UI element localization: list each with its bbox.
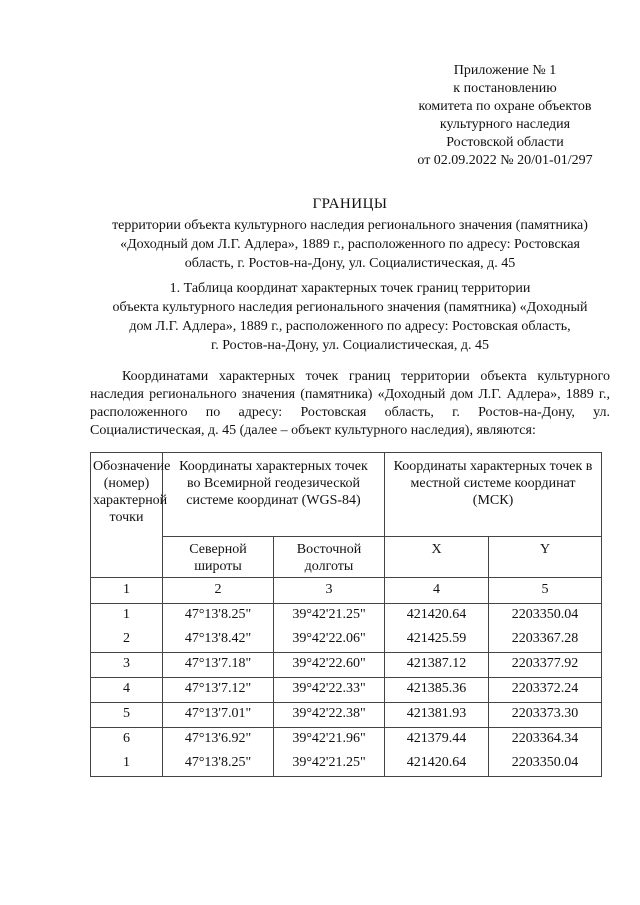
header-north: Северной широты <box>163 537 274 578</box>
title-heading: ГРАНИЦЫ <box>312 196 388 212</box>
x-coordinate: 421420.64 <box>385 604 489 629</box>
x-coordinate: 421387.12 <box>385 653 489 678</box>
y-coordinate: 2203367.28 <box>489 628 602 653</box>
title-line: территории объекта культурного наследия регионального значения (памятника) <box>112 218 588 233</box>
header-msk: Координаты характерных точек в местной системе координат (МСК) <box>385 453 602 537</box>
point-id: 4 <box>91 678 163 703</box>
y-coordinate: 2203372.24 <box>489 678 602 703</box>
y-coordinate: 2203350.04 <box>489 752 602 777</box>
north-latitude: 47°13'6.92" <box>163 728 274 753</box>
table-row <box>91 678 602 703</box>
table-heading <box>80 279 620 355</box>
appendix-block <box>380 62 630 170</box>
x-coordinate: 421379.44 <box>385 728 489 753</box>
north-latitude: 47°13'8.42" <box>163 628 274 653</box>
east-longitude: 39°42'22.06" <box>274 628 385 653</box>
point-id: 2 <box>91 628 163 653</box>
point-id: 6 <box>91 728 163 753</box>
point-id: 1 <box>91 604 163 629</box>
table-heading-line: дом Л.Г. Адлера», 1889 г., расположенного по адресу: Ростовская область, <box>129 319 571 334</box>
table-row <box>91 628 602 653</box>
x-coordinate: 421381.93 <box>385 703 489 728</box>
table-heading-line: г. Ростов-на-Дону, ул. Социалистическая, д. 45 <box>211 338 489 353</box>
x-coordinate: 421385.36 <box>385 678 489 703</box>
column-number: 3 <box>274 578 385 604</box>
intro-paragraph: Координатами характерных точек границ территории объекта культурного наследия регионального значения (памятника) «Доходный дом Л.Г. Адлера», 1889 г., расположенного по адресу: Ростовская область, г. Ростов-на-Дону, ул. Социалистическая, д. 45 (далее – объект культурного наследия), являются: <box>90 369 610 438</box>
point-id: 5 <box>91 703 163 728</box>
east-longitude: 39°42'22.60" <box>274 653 385 678</box>
header-y: Y <box>489 537 602 578</box>
appendix-line: к постановлению <box>453 81 557 96</box>
x-coordinate: 421425.59 <box>385 628 489 653</box>
north-latitude: 47°13'7.18" <box>163 653 274 678</box>
column-number: 5 <box>489 578 602 604</box>
north-latitude: 47°13'7.12" <box>163 678 274 703</box>
y-coordinate: 2203350.04 <box>489 604 602 629</box>
coordinates-table <box>90 452 602 777</box>
appendix-line: Ростовской области <box>446 135 564 150</box>
point-id: 3 <box>91 653 163 678</box>
east-longitude: 39°42'21.25" <box>274 752 385 777</box>
y-coordinate: 2203377.92 <box>489 653 602 678</box>
title-line: «Доходный дом Л.Г. Адлера», 1889 г., расположенного по адресу: Ростовская <box>120 237 580 252</box>
east-longitude: 39°42'22.38" <box>274 703 385 728</box>
north-latitude: 47°13'8.25" <box>163 604 274 629</box>
title-line: область, г. Ростов-на-Дону, ул. Социалистическая, д. 45 <box>184 256 516 271</box>
east-longitude: 39°42'22.33" <box>274 678 385 703</box>
header-designation: Обозначение (номер) характерной точки <box>91 453 163 578</box>
column-number: 1 <box>91 578 163 604</box>
y-coordinate: 2203373.30 <box>489 703 602 728</box>
column-number: 4 <box>385 578 489 604</box>
table-heading-line: объекта культурного наследия регионального значения (памятника) «Доходный <box>112 300 588 315</box>
header-wgs: Координаты характерных точек во Всемирной геодезической системе координат (WGS-84) <box>163 453 385 537</box>
column-number: 2 <box>163 578 274 604</box>
appendix-line: Приложение № 1 <box>453 63 557 78</box>
table-row <box>91 728 602 753</box>
table-row <box>91 752 602 777</box>
point-id: 1 <box>91 752 163 777</box>
appendix-line: комитета по охране объектов <box>418 99 592 114</box>
header-east: Восточной долготы <box>274 537 385 578</box>
appendix-line: культурного наследия <box>439 117 571 132</box>
appendix-line: от 02.09.2022 № 20/01-01/297 <box>417 153 593 168</box>
north-latitude: 47°13'7.01" <box>163 703 274 728</box>
east-longitude: 39°42'21.96" <box>274 728 385 753</box>
table-row <box>91 604 602 629</box>
north-latitude: 47°13'8.25" <box>163 752 274 777</box>
document-title <box>80 195 620 273</box>
table-row <box>91 653 602 678</box>
header-x: X <box>385 537 489 578</box>
table-heading-line: 1. Таблица координат характерных точек границ территории <box>169 281 531 296</box>
table-row <box>91 703 602 728</box>
y-coordinate: 2203364.34 <box>489 728 602 753</box>
east-longitude: 39°42'21.25" <box>274 604 385 629</box>
x-coordinate: 421420.64 <box>385 752 489 777</box>
